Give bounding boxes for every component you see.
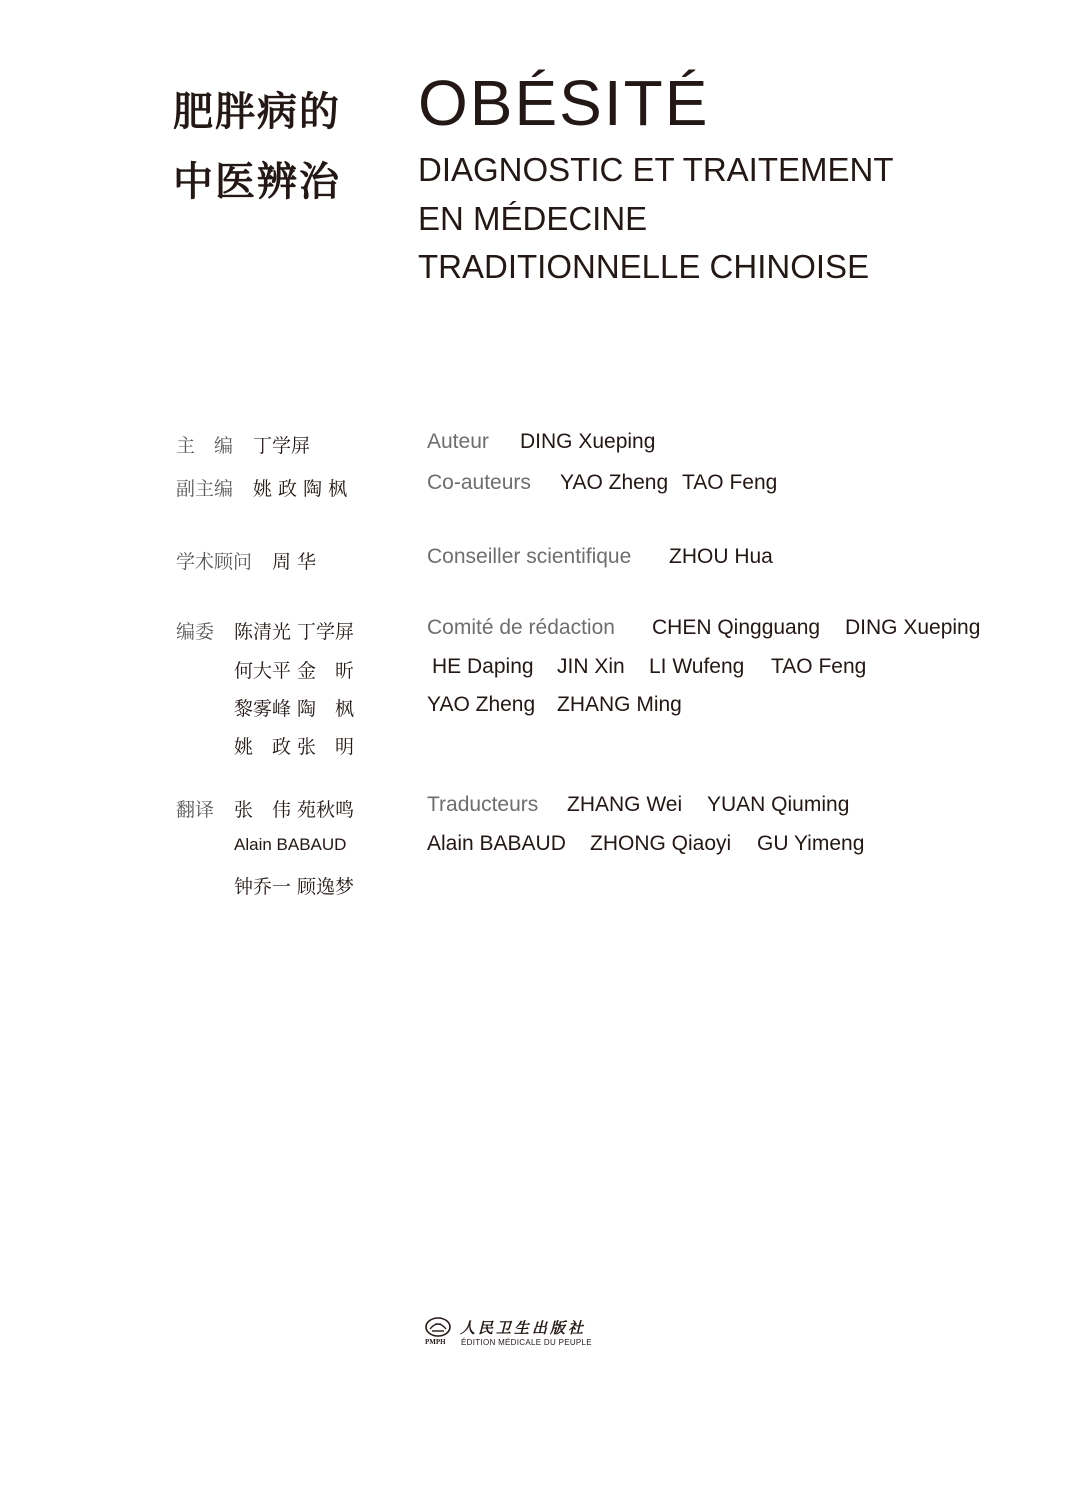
translator-label-cn: 翻译: [176, 799, 215, 821]
chief-editor-label-cn: 主 编: [176, 435, 234, 457]
academic-advisor-label-cn: 学术顾问: [176, 551, 253, 573]
chief-editor-names-cn: 丁学屏: [253, 435, 311, 457]
committee-line-cn: 黎雾峰 陶 枫: [234, 698, 355, 720]
committee-name-fr: DING Xueping: [845, 616, 981, 639]
translators-label-fr: Traducteurs: [427, 793, 539, 816]
publisher-name-cn: 人民卫生出版社: [460, 1319, 587, 1337]
title-cn-line2: 中医辨治: [173, 158, 341, 205]
subtitle-fr-line3: TRADITIONNELLE CHINOISE: [418, 248, 870, 285]
advisor-name-fr: ZHOU Hua: [669, 545, 773, 568]
committee-name-fr: JIN Xin: [557, 655, 625, 678]
author-label-fr: Auteur: [427, 430, 489, 453]
author-name-fr: DING Xueping: [520, 430, 656, 453]
committee-line-cn: 何大平 金 昕: [234, 660, 355, 682]
title-cn-line1: 肥胖病的: [173, 88, 341, 135]
coauthors-label-fr: Co-auteurs: [427, 471, 531, 494]
committee-label-fr: Comité de rédaction: [427, 616, 615, 639]
translator-line-cn: 张 伟 苑秋鸣: [234, 799, 355, 821]
committee-name-fr: TAO Feng: [771, 655, 867, 678]
subtitle-fr-line2: EN MÉDECINE: [418, 200, 648, 237]
coauthor-name-fr: TAO Feng: [682, 471, 778, 494]
subtitle-fr-line1: DIAGNOSTIC ET TRAITEMENT: [418, 151, 894, 188]
translator-name-fr: GU Yimeng: [757, 832, 865, 855]
deputy-editor-label-cn: 副主编: [176, 478, 234, 500]
committee-name-fr: HE Daping: [432, 655, 534, 678]
committee-name-fr: ZHANG Ming: [557, 693, 682, 716]
translator-name-fr: Alain BABAUD: [427, 832, 566, 855]
publisher-abbr: PMPH: [425, 1338, 446, 1346]
committee-line-cn: 姚 政 张 明: [234, 736, 355, 758]
committee-name-fr: YAO Zheng: [427, 693, 536, 716]
academic-advisor-names-cn: 周 华: [272, 551, 317, 573]
translator-name-fr: ZHONG Qiaoyi: [590, 832, 732, 855]
advisor-label-fr: Conseiller scientifique: [427, 545, 632, 568]
deputy-editor-names-cn: 姚 政 陶 枫: [253, 478, 348, 500]
translator-line-cn: Alain BABAUD: [234, 835, 347, 854]
coauthor-name-fr: YAO Zheng: [560, 471, 669, 494]
title-fr-main: OBÉSITÉ: [418, 67, 710, 139]
committee-label-cn: 编委: [176, 621, 215, 643]
pmph-logo-icon: [424, 1316, 452, 1338]
committee-name-fr: LI Wufeng: [649, 655, 745, 678]
committee-name-fr: CHEN Qingguang: [652, 616, 821, 639]
publisher-logo: [424, 1316, 452, 1346]
committee-line-cn: 陈清光 丁学屏: [234, 621, 355, 643]
translator-name-fr: YUAN Qiuming: [707, 793, 850, 816]
translator-name-fr: ZHANG Wei: [567, 793, 683, 816]
translator-line-cn: 钟乔一 顾逸梦: [234, 876, 355, 898]
publisher-name-fr: ÉDITION MÉDICALE DU PEUPLE: [461, 1338, 592, 1347]
